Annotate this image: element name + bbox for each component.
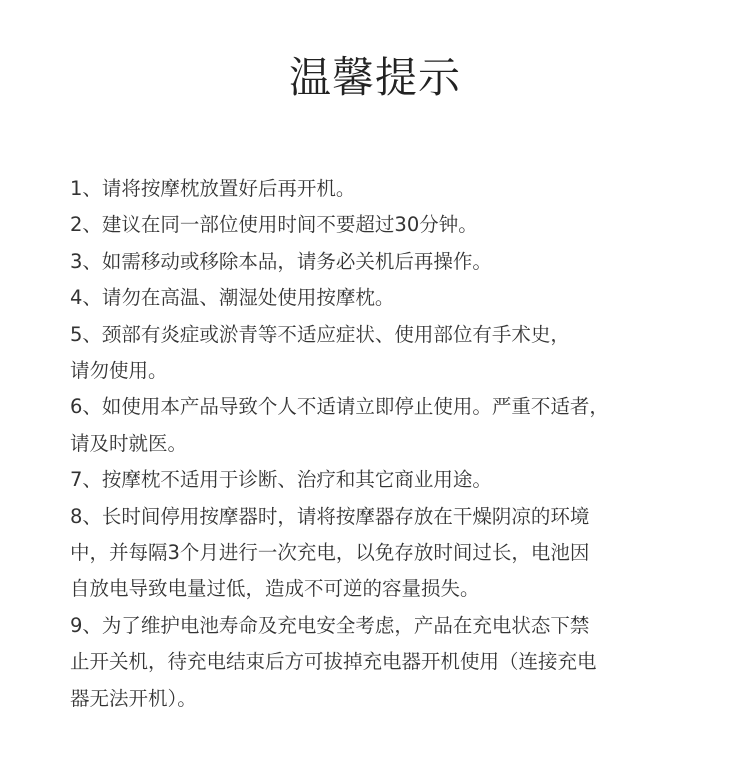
notice-line: 止开关机，待充电结束后方可拔掉充电器开机使用（连接充电 — [70, 650, 597, 674]
notice-line: 2、建议在同一部位使用时间不要超过30分钟。 — [70, 213, 478, 237]
notice-item-9 — [70, 608, 690, 717]
notice-list — [70, 171, 690, 717]
notice-line: 中，并每隔3个月进行一次充电，以免存放时间过长，电池因 — [70, 541, 590, 565]
notice-line: 请及时就医。 — [70, 431, 188, 455]
notice-line: 4、请勿在高温、潮湿处使用按摩枕。 — [70, 286, 395, 310]
notice-line: 5、颈部有炎症或淤青等不适应症状、使用部位有手术史， — [70, 322, 570, 346]
notice-line: 6、如使用本产品导致个人不适请立即停止使用。严重不适者， — [70, 395, 609, 419]
notice-line: 3、如需移动或移除本品，请务必关机后再操作。 — [70, 249, 492, 273]
notice-item-5 — [70, 317, 690, 390]
notice-item-8 — [70, 499, 690, 608]
notice-item-3 — [70, 244, 690, 280]
notice-line: 请勿使用。 — [70, 359, 168, 383]
page-title: 温馨提示 — [288, 53, 461, 102]
notice-item-7 — [70, 462, 690, 498]
notice-line: 9、为了维护电池寿命及充电安全考虑，产品在充电状态下禁 — [70, 613, 590, 637]
notice-line: 7、按摩枕不适用于诊断、治疗和其它商业用途。 — [70, 468, 492, 492]
notice-line: 自放电导致电量过低，造成不可逆的容量损失。 — [70, 577, 480, 601]
notice-item-4 — [70, 280, 690, 316]
notice-item-1 — [70, 171, 690, 207]
notice-item-6 — [70, 389, 690, 462]
notice-line: 1、请将按摩枕放置好后再开机。 — [70, 177, 356, 200]
notice-item-2 — [70, 207, 690, 243]
notice-line: 8、长时间停用按摩器时，请将按摩器存放在干燥阴凉的环境 — [70, 504, 590, 528]
notice-line: 器无法开机）。 — [70, 686, 197, 710]
